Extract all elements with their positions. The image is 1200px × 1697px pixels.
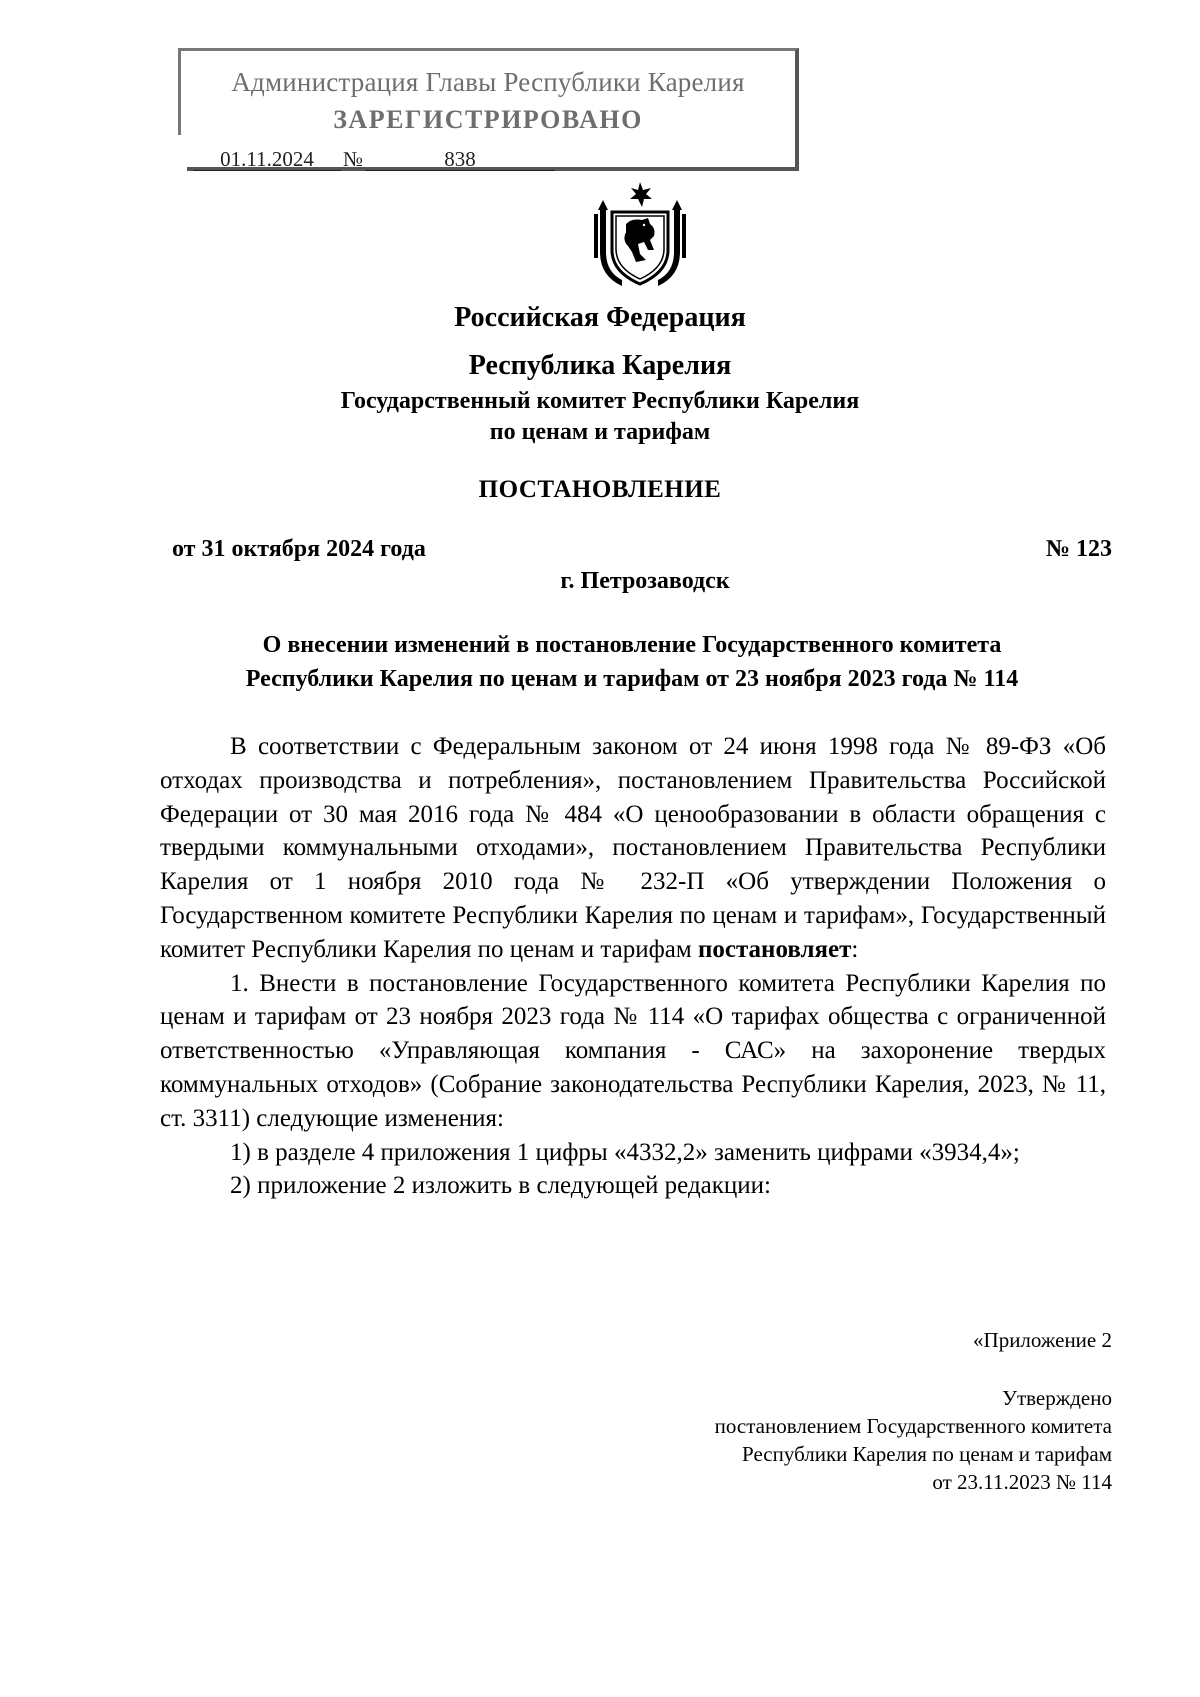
country-heading: Российская Федерация: [454, 302, 746, 333]
appendix-approval-block: [715, 1384, 1112, 1496]
committee-heading-line1: Государственный комитет Республики Карелия: [340, 388, 860, 414]
document-number: № 123: [1045, 536, 1112, 562]
karelia-coat-of-arms-icon: [592, 180, 688, 290]
preamble-paragraph: [160, 730, 1106, 967]
stamp-reg-number: 838: [365, 148, 555, 171]
appendix-approval-line3: Республики Карелия по ценам и тарифам: [742, 1442, 1112, 1466]
republic-heading: Республика Карелия: [468, 350, 732, 381]
appendix-approval-line4: от 23.11.2023 № 114: [932, 1470, 1112, 1494]
stamp-number-sign: №: [343, 147, 364, 171]
subject-line2: Республики Карелия по ценам и тарифам от 23 ноября 2023 года № 114: [245, 666, 1019, 692]
document-city: г. Петрозаводск: [560, 568, 730, 594]
stamp-reg-date: 01.11.2024: [193, 148, 341, 171]
document-body: [160, 730, 1106, 1203]
document-date: от 31 октября 2024 года: [172, 536, 426, 562]
resolves-word: постановляет: [697, 935, 852, 963]
subitem-1-paragraph: 1) в разделе 4 приложения 1 цифры «4332,2» заменить цифрами «3934,4»;: [230, 1138, 1020, 1166]
subitem-2-paragraph: 2) приложение 2 изложить в следующей редакции:: [230, 1172, 771, 1200]
preamble-text: В соответствии с Федеральным законом от 24 июня 1998 года № 89-ФЗ «Об отходах производства и потребления», постановлением Правительства Российской Федерации от 30 мая 2016 года № 484 «О ценообразовании в области обращения с твердыми коммунальными отходами», постановлением Правительства Республики Карелия от 1 ноября 2010 года № 232-П «Об утверждении Положения о Государственном комитете Республики Карелия по ценам и тарифам», Государственный комитет Республики Карелия по ценам и тарифам: [160, 733, 1106, 963]
stamp-registered-text: ЗАРЕГИСТРИРОВАНО: [333, 105, 643, 134]
stamp-administration-text: Администрация Главы Республики Карелия: [231, 67, 745, 97]
committee-heading-line2: по ценам и тарифам: [489, 419, 711, 445]
document-type-heading: ПОСТАНОВЛЕНИЕ: [478, 476, 722, 503]
stamp-border-gap: [177, 135, 187, 175]
appendix-title: «Приложение 2: [973, 1328, 1112, 1352]
item-1-paragraph: 1. Внести в постановление Государственного комитета Республики Карелия по ценам и тарифам от 23 ноября 2023 года № 114 «О тарифах общества с ограниченной ответственностью «Управляющая компания - САС» на захоронение твердых коммунальных отходов» (Собрание законодательства Республики Карелия, 2023, № 11, ст. 3311) следующие изменения:: [160, 969, 1106, 1132]
registration-stamp: [178, 48, 799, 171]
stamp-registration-line: [193, 147, 555, 172]
appendix-approved: Утверждено: [1002, 1386, 1112, 1410]
resolves-colon: :: [851, 935, 859, 963]
subject-line1: О внесении изменений в постановление Государственного комитета: [262, 632, 1002, 658]
appendix-approval-line2: постановлением Государственного комитета: [714, 1414, 1112, 1438]
